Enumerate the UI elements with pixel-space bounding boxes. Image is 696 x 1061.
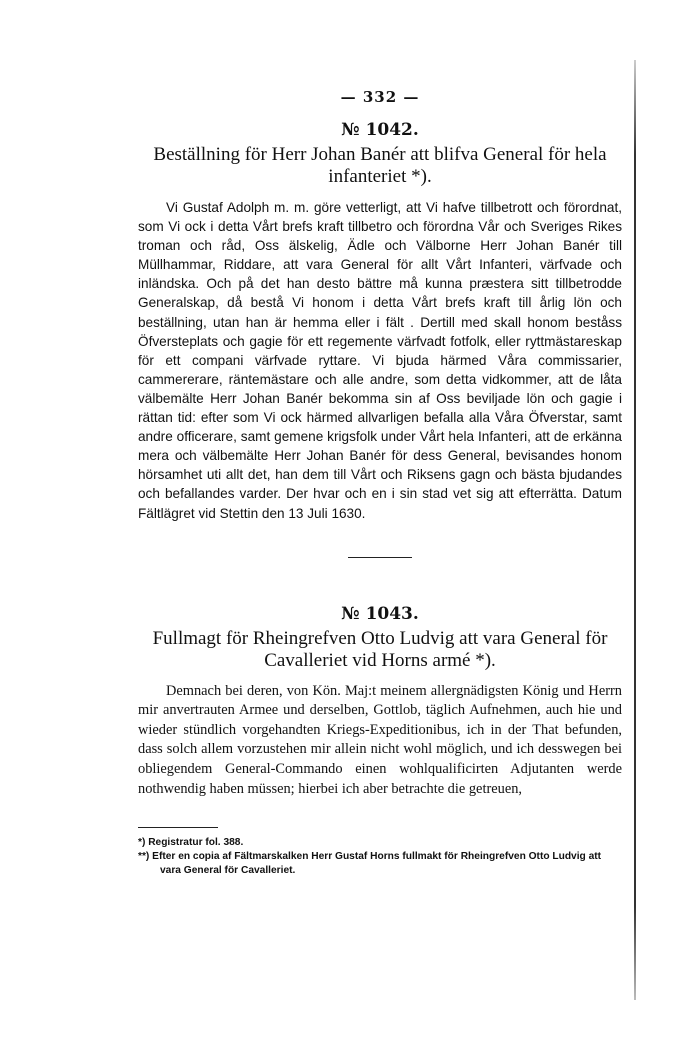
section-divider <box>348 557 412 558</box>
document-body-1042: Vi Gustaf Adolph m. m. göre vetterligt, att Vi hafve tillbetrott och förordnat, som Vi ock i detta Vårt brefs kraft tillbetro och förordna Vår och Sveriges Rikes troman och råd, Oss älskelig, Ädle och Välborne Herr Johan Banér till Müllhammar, Riddare, att vara General för allt Vårt Infanteri, värfvade och inländska. Och på det han desto bättre må kunna præstera sitt tillbetrodde Generalskap, då bestå Vi honom i detta Vårt brefs kraft till årlig lön och beställning, utan han är hemma eller i fält . Dertill med skall honom beståss Öfversteplats och gagie för ett regemente värfvadt fotfolk, eller ryttmästareskap för ett compani värfvade ryttare. Vi bjuda härmed Våra commissarier, cammererare, räntemästare och alle andre, som detta vidkommer, att de låta välbemälte Herr Johan Banér bekomma sin af Oss beviljade lön och gagie i rättan tid: efter som Vi ock härmed allvarligen befalla alla Våra Öfverstar, samt andre officerare, samt gemene krigsfolk under Vårt hela Infanteri, att de erkänna mera och välbemälte Herr Johan Banér för dess General, bevisandes honom hörsamhet uti allt det, han dem till Vårt och Riksens gagn och bästa bjudandes och befallandes varder. Der hvar och en i sin stad vet sig att efterrätta. Datum Fältlägret vid Stettin den 13 Juli 1630. <box>138 200 622 521</box>
page-edge-line <box>634 60 636 1000</box>
document-title-1043: Fullmagt för Rheingrefven Otto Ludvig att vara General för Cavalleriet vid Horns armé *). <box>152 627 608 671</box>
document-number-1042: № 1042. <box>341 120 419 140</box>
footnote-rule <box>138 827 218 828</box>
document-number-1043: № 1043. <box>341 603 419 624</box>
footnote-1: *) Registratur fol. 388. <box>138 837 244 849</box>
footnote-2: **) Efter en copia af Fältmarskalken Herr Gustaf Horns fullmakt för Rheingrefven Otto Ludvig att vara General för Cavalleriet. <box>138 851 602 877</box>
document-title-1042: Beställning för Herr Johan Banér att blifva General för hela infanteriet *). <box>153 144 607 187</box>
document-body-1043: Demnach bei deren, von Kön. Maj:t meinem allergnädigsten König und Herrn mir anvertrauten Armee und derselben, Gottlob, täglich Aufnehmen, auch hie und wieder stündlich vorgehandten Kriegs-Expeditionibus, ich in der That befunden, dass solch allem vorzustehen mir allein nicht wohl möglich, und ich desswegen bei obliegendem General-Commando einen wohlqualificirten Adjutanten werde nothwendig haben müssen; hierbei ich aber betrachte die getreuen, <box>138 682 622 797</box>
page-number: — 332 — <box>340 88 420 106</box>
document-page <box>138 88 622 878</box>
